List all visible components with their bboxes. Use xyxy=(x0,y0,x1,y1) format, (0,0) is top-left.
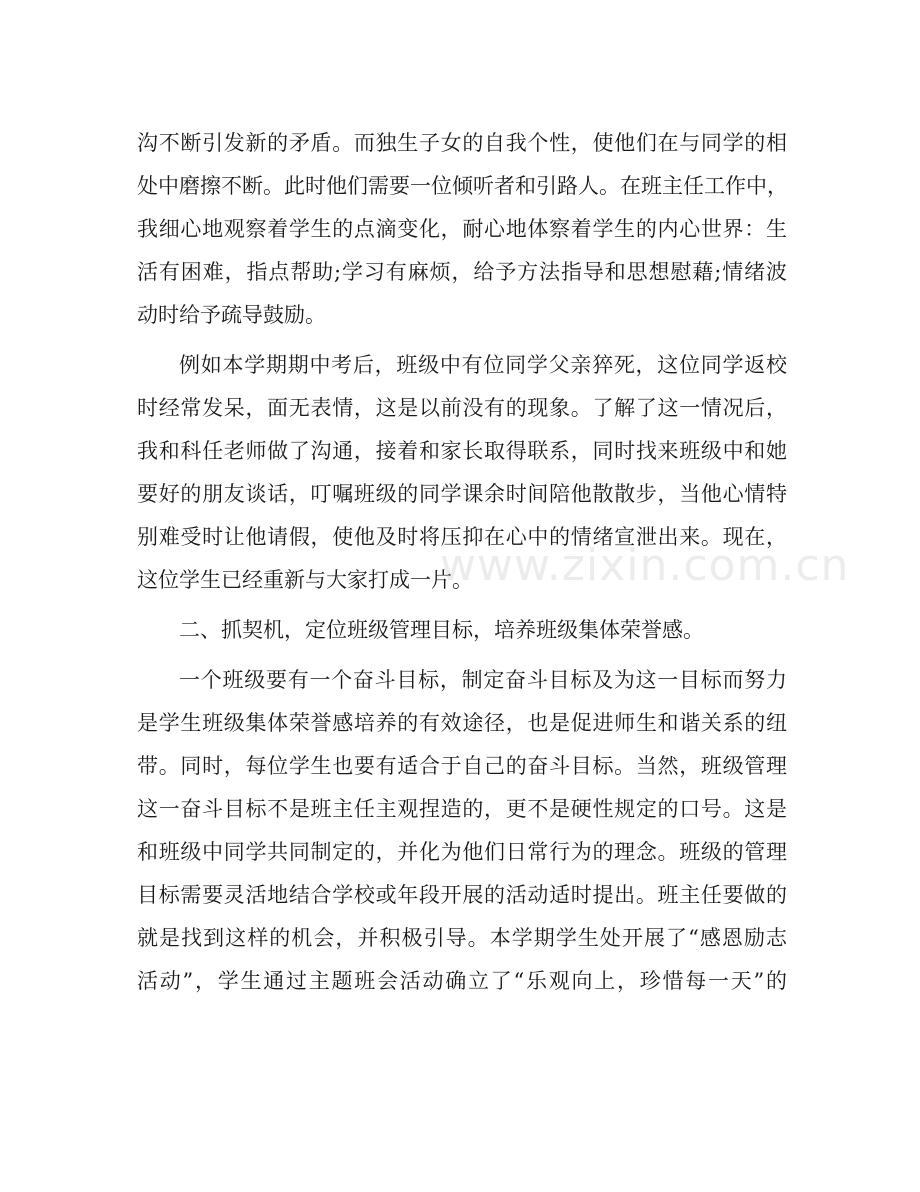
text-line: 活动”，学生通过主题班会活动确立了“乐观向上，珍惜每一天”的 xyxy=(137,969,787,993)
text-line: 别难受时让他请假，使他及时将压抑在心中的情绪宣泄出来。现在， xyxy=(137,525,787,549)
watermark: www.zixin.com.cn xyxy=(440,540,850,591)
text-line: 目标需要灵活地结合学校或年段开展的活动适时提出。班主任要做的 xyxy=(137,883,787,907)
text-line: 是学生班级集体荣誉感培养的有效途径，也是促进师生和谐关系的纽 xyxy=(137,711,787,735)
text-line: 我和科任老师做了沟通，接着和家长取得联系，同时找来班级中和她 xyxy=(137,439,787,463)
text-line: 带。同时，每位学生也要有适合于自己的奋斗目标。当然，班级管理 xyxy=(137,754,787,778)
section-heading xyxy=(137,609,787,652)
text-line: 动时给予疏导鼓励。 xyxy=(137,303,326,327)
text-line: 我细心地观察着学生的点滴变化，耐心地体察着学生的内心世界：生 xyxy=(137,217,787,241)
paragraph xyxy=(137,659,787,1003)
text-line: 活有困难，指点帮助;学习有麻烦，给予方法指导和思想慰藉;情绪波 xyxy=(137,260,787,284)
text-line: 要好的朋友谈话，叮嘱班级的同学课余时间陪他散散步，当他心情特 xyxy=(137,482,787,506)
text-line: 例如本学期期中考后，班级中有位同学父亲猝死，这位同学返校 xyxy=(179,353,787,377)
text-line: 时经常发呆，面无表情，这是以前没有的现象。了解了这一情况后， xyxy=(137,396,787,420)
text-line: 处中磨擦不断。此时他们需要一位倾听者和引路人。在班主任工作中， xyxy=(137,174,788,198)
text-line: 这一奋斗目标不是班主任主观捏造的，更不是硬性规定的口号。这是 xyxy=(137,797,787,821)
text-line: 和班级中同学共同制定的，并化为他们日常行为的理念。班级的管理 xyxy=(137,840,787,864)
text-line: 就是找到这样的机会，并积极引导。本学期学生处开展了“感恩励志 xyxy=(137,926,787,950)
text-line: 这位学生已经重新与大家打成一片。 xyxy=(137,568,473,592)
text-line: 沟不断引发新的矛盾。而独生子女的自我个性，使他们在与同学的相 xyxy=(137,131,787,155)
text-line: 一个班级要有一个奋斗目标，制定奋斗目标及为这一目标而努力 xyxy=(179,668,787,692)
paragraph xyxy=(137,122,787,337)
text-line: 二、抓契机，定位班级管理目标，培养班级集体荣誉感。 xyxy=(179,618,704,642)
paragraph xyxy=(137,344,787,602)
document-body xyxy=(137,122,787,1003)
